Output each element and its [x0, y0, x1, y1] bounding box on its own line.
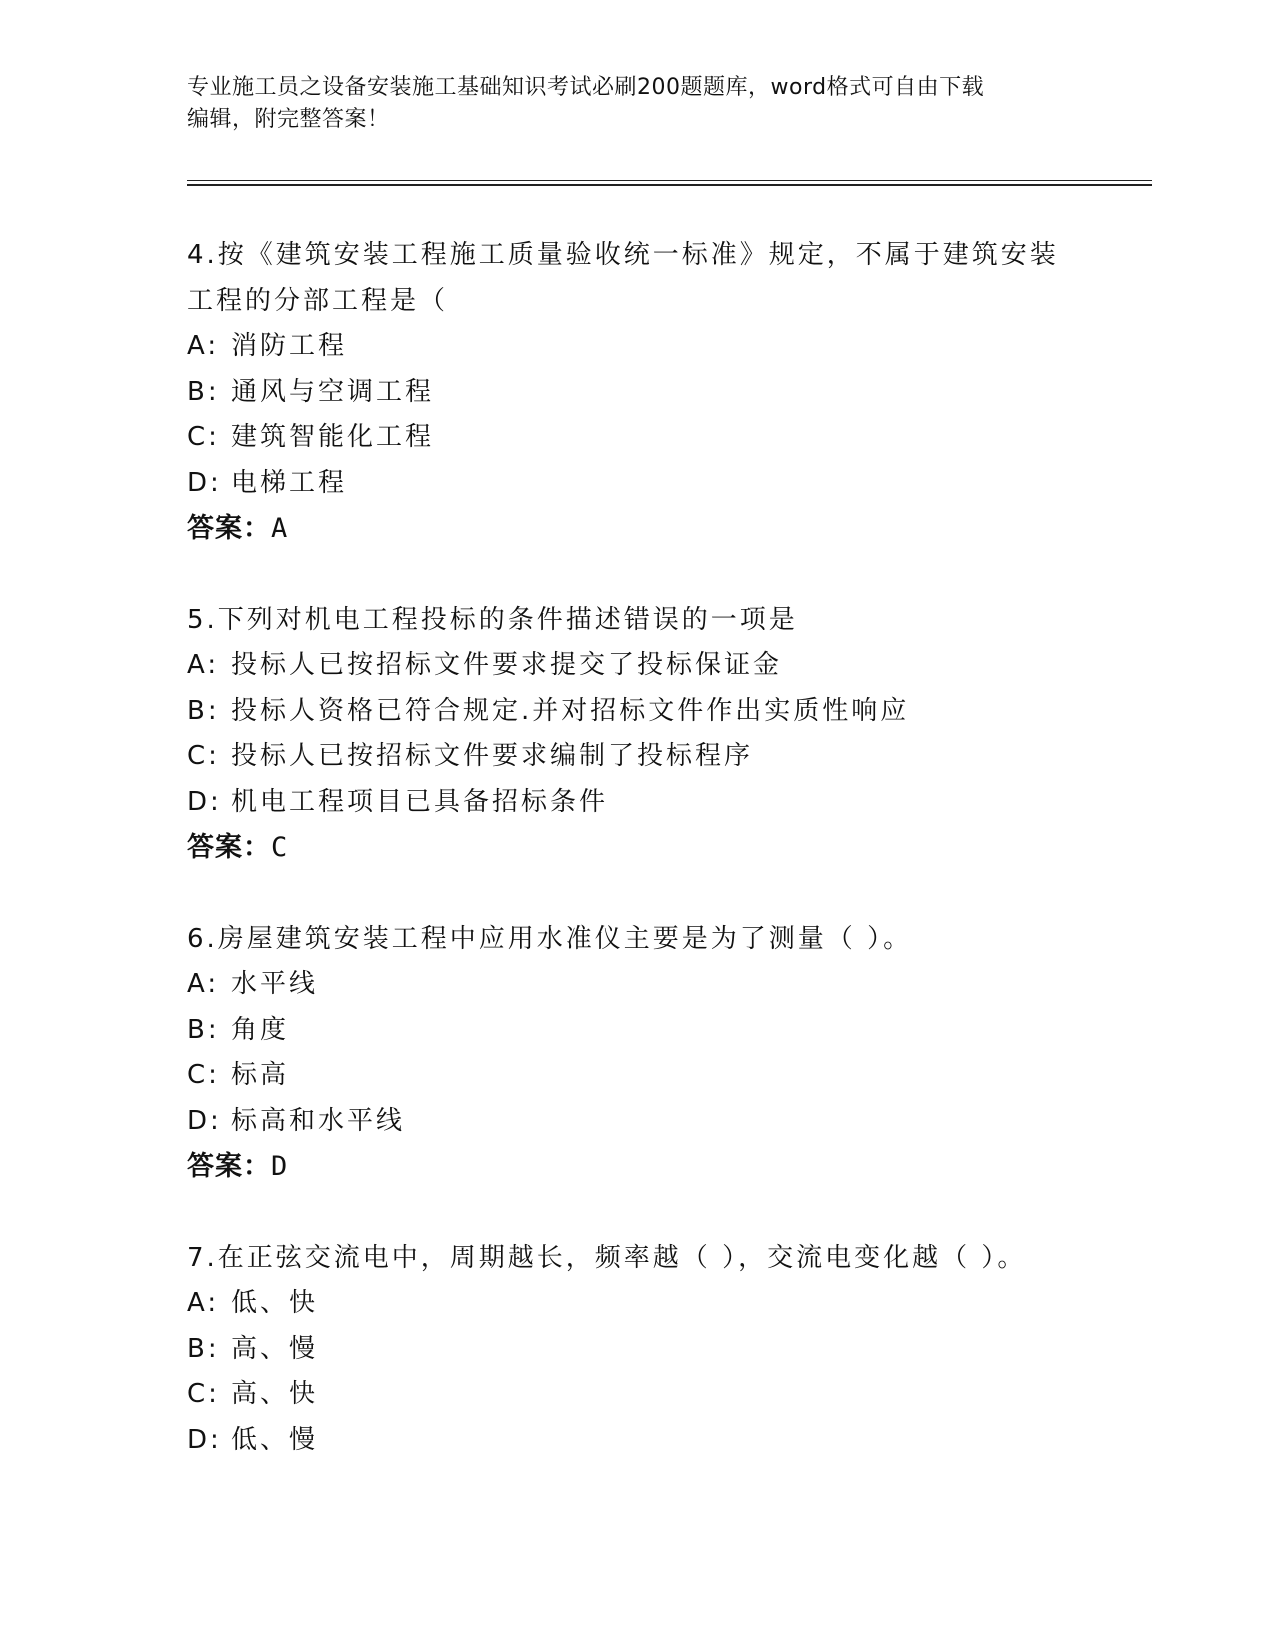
option-text: 水平线 [231, 969, 319, 999]
question-6 [187, 916, 1087, 1190]
option-d [187, 1099, 1087, 1145]
option-b [187, 1327, 1087, 1373]
option-text: 建筑智能化工程 [231, 422, 435, 452]
option-d [187, 780, 1087, 826]
option-text: 高、快 [231, 1379, 319, 1409]
question-stem [187, 597, 1087, 643]
answer-value: C [271, 832, 289, 863]
question-4 [187, 232, 1087, 552]
header-divider-top [187, 180, 1152, 181]
option-b [187, 370, 1087, 416]
option-text: 低、慢 [231, 1424, 319, 1455]
option-text: 投标人已按招标文件要求提交了投标保证金 [231, 650, 783, 680]
option-text: 投标人已按招标文件要求编制了投标程序 [231, 741, 754, 771]
option-letter: B: [187, 1014, 220, 1045]
answer-line [187, 825, 1087, 871]
option-text: 标高和水平线 [231, 1105, 406, 1136]
option-c [187, 1053, 1087, 1099]
option-letter: D: [187, 1424, 222, 1455]
option-letter: C: [187, 1379, 220, 1409]
option-letter: A: [187, 650, 220, 680]
option-letter: C: [187, 741, 220, 771]
option-letter: B: [187, 1333, 220, 1364]
answer-label: 答案： [187, 832, 271, 863]
option-letter: D: [187, 1105, 222, 1136]
answer-value: D [271, 1151, 289, 1182]
option-text: 机电工程项目已具备招标条件 [231, 786, 609, 817]
question-7 [187, 1235, 1087, 1463]
option-c [187, 1372, 1087, 1418]
option-letter: A: [187, 331, 220, 361]
option-letter: A: [187, 969, 220, 999]
option-text: 标高 [231, 1060, 290, 1090]
answer-value: A [271, 513, 289, 544]
question-stem [187, 916, 1087, 962]
question-stem-line: 工程的分部工程是（ [187, 286, 449, 316]
option-a [187, 643, 1087, 689]
option-letter: C: [187, 1060, 220, 1090]
option-text: 角度 [231, 1014, 290, 1045]
question-stem [187, 232, 1087, 324]
option-d [187, 461, 1087, 507]
header-line-2: 编辑，附完整答案！ [187, 107, 390, 132]
header-divider-bottom [187, 184, 1152, 186]
question-stem-line: 7.在正弦交流电中，周期越长，频率越（ ），交流电变化越（ ）。 [187, 1243, 1027, 1273]
option-b [187, 1008, 1087, 1054]
document-header [187, 72, 1087, 136]
option-a [187, 1281, 1087, 1327]
option-d [187, 1418, 1087, 1464]
option-a [187, 324, 1087, 370]
option-c [187, 415, 1087, 461]
header-line-1: 专业施工员之设备安装施工基础知识考试必刷200题题库，word格式可自由下载 [187, 75, 985, 100]
option-b [187, 689, 1087, 735]
question-stem-line: 4.按《建筑安装工程施工质量验收统一标准》规定，不属于建筑安装 [187, 240, 1059, 270]
answer-label: 答案： [187, 513, 271, 544]
option-letter: B: [187, 376, 220, 407]
option-text: 消防工程 [231, 331, 348, 361]
option-text: 电梯工程 [231, 467, 348, 498]
option-a [187, 962, 1087, 1008]
option-text: 投标人资格已符合规定.并对招标文件作出实质性响应 [231, 695, 910, 726]
option-text: 通风与空调工程 [231, 376, 435, 407]
question-stem [187, 1235, 1087, 1281]
option-letter: D: [187, 467, 222, 498]
option-letter: C: [187, 422, 220, 452]
option-c [187, 734, 1087, 780]
question-stem-line: 5.下列对机电工程投标的条件描述错误的一项是 [187, 605, 798, 635]
option-letter: B: [187, 695, 220, 726]
option-text: 低、快 [231, 1288, 319, 1318]
option-letter: D: [187, 786, 222, 817]
question-stem-line: 6.房屋建筑安装工程中应用水准仪主要是为了测量（ ）。 [187, 924, 913, 954]
question-5 [187, 597, 1087, 871]
answer-label: 答案： [187, 1151, 271, 1182]
option-text: 高、慢 [231, 1333, 319, 1364]
question-list [187, 232, 1087, 1508]
answer-line [187, 1144, 1087, 1190]
option-letter: A: [187, 1288, 220, 1318]
answer-line [187, 506, 1087, 552]
